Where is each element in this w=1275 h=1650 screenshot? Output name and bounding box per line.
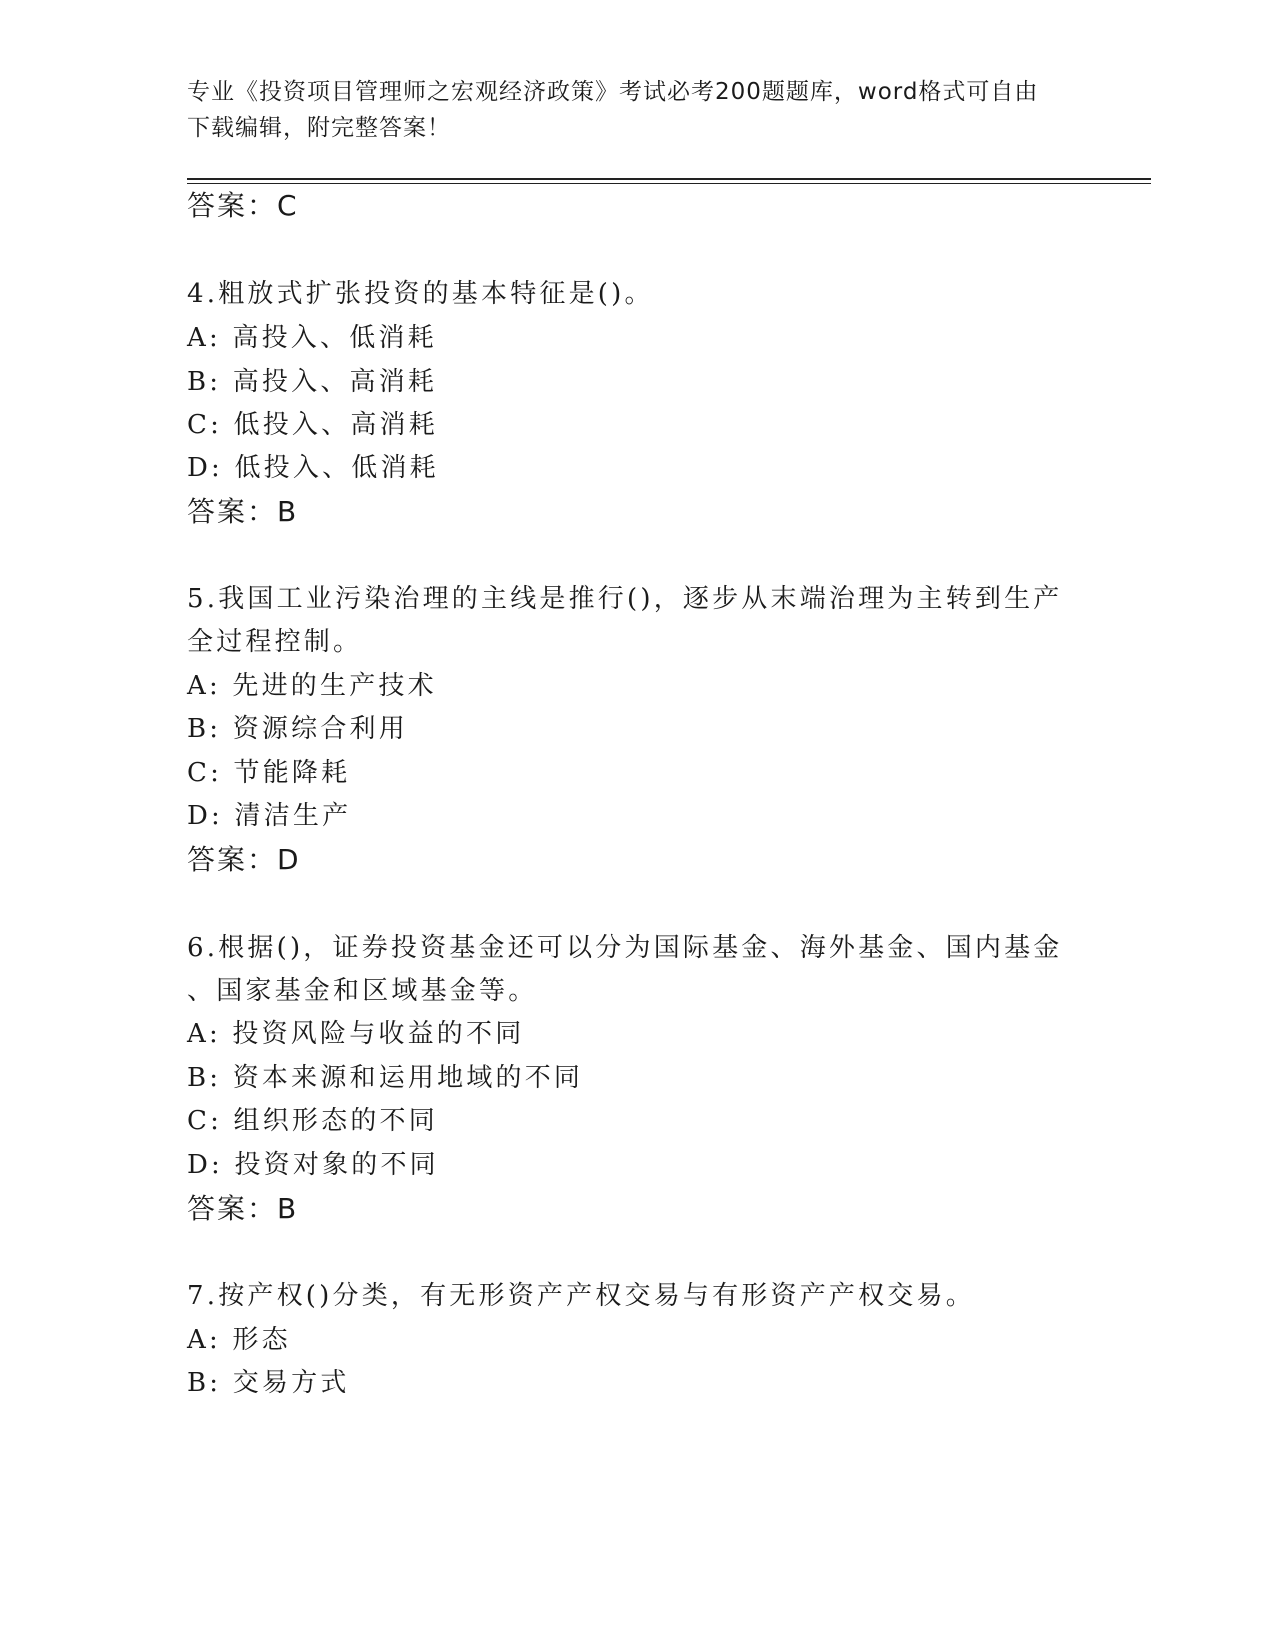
answer-previous: 答案：C xyxy=(187,189,299,222)
question-6-option-c: C: 组织形态的不同 xyxy=(187,1106,438,1136)
question-6-stem-line-1: 6.根据()，证券投资基金还可以分为国际基金、海外基金、国内基金 xyxy=(187,933,1063,963)
question-6-option-b: B: 资本来源和运用地域的不同 xyxy=(187,1063,584,1093)
question-5-option-d: D: 清洁生产 xyxy=(187,801,352,831)
question-4-answer: 答案：B xyxy=(187,495,299,528)
question-4-option-c: C: 低投入、高消耗 xyxy=(187,410,438,440)
question-7-stem: 7.按产权()分类，有无形资产产权交易与有形资产产权交易。 xyxy=(187,1281,975,1311)
question-5-stem-line-1: 5.我国工业污染治理的主线是推行()，逐步从末端治理为主转到生产 xyxy=(187,584,1063,614)
question-4-option-d: D: 低投入、低消耗 xyxy=(187,453,439,483)
question-4-option-a: A: 高投入、低消耗 xyxy=(187,323,437,353)
question-4-stem: 4.粗放式扩张投资的基本特征是()。 xyxy=(187,279,654,309)
question-6-answer: 答案：B xyxy=(187,1192,299,1225)
header-line-2: 下载编辑，附完整答案！ xyxy=(187,115,451,141)
question-5-option-b: B: 资源综合利用 xyxy=(187,714,408,744)
question-5-stem-line-2: 全过程控制。 xyxy=(187,627,363,657)
question-5-option-c: C: 节能降耗 xyxy=(187,758,351,788)
question-7-option-b: B: 交易方式 xyxy=(187,1368,350,1398)
header-divider-thin xyxy=(187,183,1151,184)
question-6-option-a: A: 投资风险与收益的不同 xyxy=(187,1019,525,1049)
header-divider-thick xyxy=(187,178,1151,180)
question-6-stem-line-2: 、国家基金和区域基金等。 xyxy=(187,976,538,1006)
question-6-option-d: D: 投资对象的不同 xyxy=(187,1150,439,1180)
header-line-1: 专业《投资项目管理师之宏观经济政策》考试必考200题题库，word格式可自由 xyxy=(187,79,1039,105)
question-5-option-a: A: 先进的生产技术 xyxy=(187,671,437,701)
question-7-option-a: A: 形态 xyxy=(187,1325,291,1355)
question-5-answer: 答案：D xyxy=(187,843,301,876)
document-header xyxy=(187,74,1067,146)
question-4-option-b: B: 高投入、高消耗 xyxy=(187,367,438,397)
